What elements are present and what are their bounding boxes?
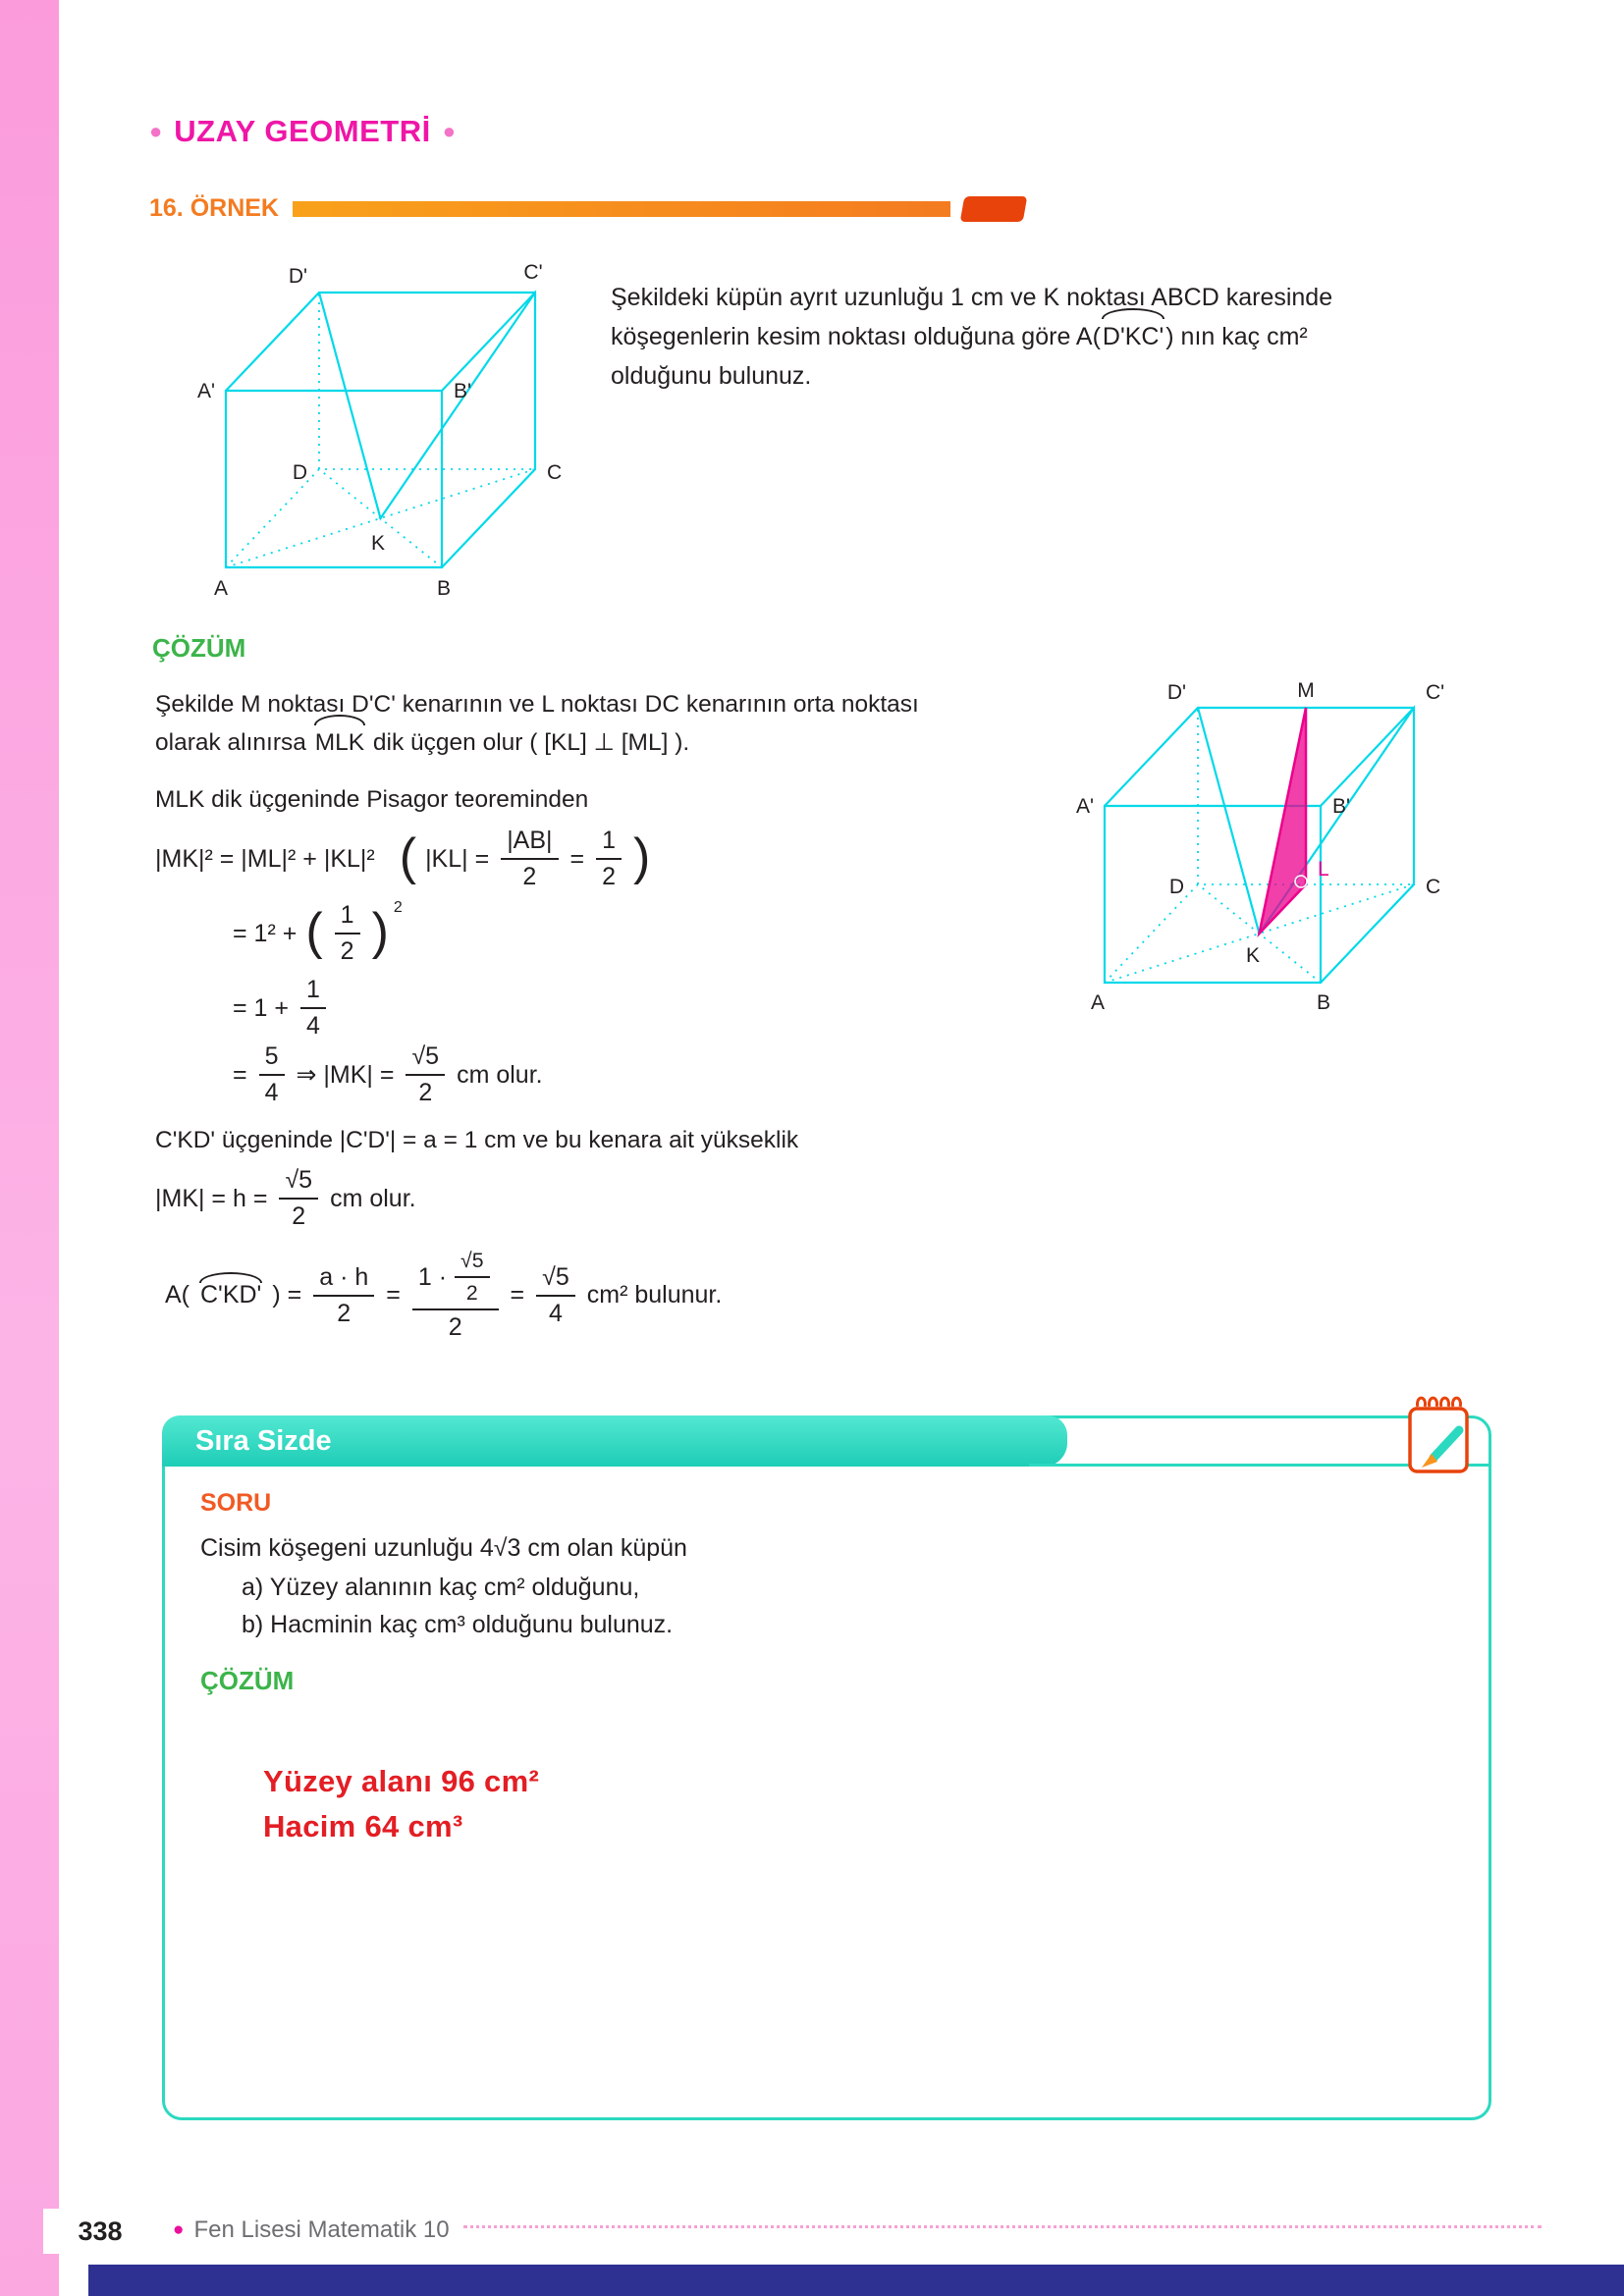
frac-num: |AB| [501, 827, 558, 860]
vertex-label-k: K [1245, 944, 1261, 967]
eq2-pre: = 1² + [233, 919, 298, 947]
vertex-label-d: D [1168, 876, 1184, 898]
problem-line-2-text2: ) nın kaç cm² [1165, 323, 1308, 350]
footer-bullet-icon: ● [173, 2219, 185, 2240]
arc-dkc: D'KC' [1101, 317, 1165, 356]
soru-label: SORU [200, 1489, 272, 1517]
fraction-1-2 [335, 901, 360, 966]
fraction-nested [412, 1249, 499, 1342]
equation-step-4 [233, 1042, 543, 1107]
vertex-label-d-prime: D' [288, 265, 307, 288]
frac-den: 2 [602, 863, 617, 890]
sira-sizde-box [162, 1415, 1491, 2120]
frac-den: 2 [418, 1079, 433, 1106]
eq1-eqsign: = [569, 844, 585, 873]
frac-den: 2 [340, 937, 354, 965]
sira-sizde-title: Sıra Sizde [195, 1424, 332, 1457]
frac-num: √5 [455, 1249, 489, 1278]
sira-question-item-a: a) Yüzey alanının kaç cm² olduğunu, [242, 1574, 640, 1601]
arc-ckd: C'KD' [200, 1281, 262, 1308]
frac-num: √5 [279, 1166, 318, 1200]
example-header [149, 194, 1025, 223]
cube-visible-edges [226, 293, 535, 567]
sira-sizde-header [162, 1415, 1067, 1467]
fraction-1-2 [596, 827, 622, 891]
cube-hidden-edges [226, 293, 535, 567]
nested-numerator [418, 1249, 493, 1306]
page-number-box [43, 2209, 157, 2254]
eq4-mid: ⇒ |MK| = [296, 1061, 395, 1089]
example-rule-bar [293, 201, 950, 217]
vertex-label-d: D [292, 461, 307, 484]
eq1-lhs: |MK|² = |ML|² + |KL|² [155, 844, 375, 873]
frac-den: 4 [549, 1299, 563, 1327]
vertex-label-d-prime: D' [1166, 681, 1186, 704]
area-mid: ) = [272, 1281, 302, 1308]
solution-paragraph-1 [155, 685, 1098, 762]
nested-num-text: 1 · [417, 1262, 448, 1291]
cube-visible-edges [1105, 708, 1414, 983]
eq1-kl: |KL| = [425, 844, 490, 873]
problem-line-3: olduğunu bulunuz. [611, 362, 812, 390]
equation-step-2 [233, 901, 403, 966]
fraction-ab-2 [501, 827, 558, 891]
solution-p1-line2-pre: olarak alınırsa [155, 729, 313, 756]
frac-num: a · h [313, 1263, 374, 1297]
fraction-5-4 [259, 1042, 285, 1107]
vertex-label-c: C [547, 461, 563, 484]
fraction-sqrt5-2 [406, 1042, 445, 1107]
cube-hidden-edges [1105, 708, 1414, 983]
frac-den: 4 [264, 1079, 279, 1106]
eq3-pre: = 1 + [233, 993, 289, 1022]
arc-mlk: MLK [313, 723, 366, 762]
problem-line-2-text: köşegenlerin kesim noktası olduğuna göre A( [611, 323, 1101, 350]
bottom-blue-bar [88, 2265, 1624, 2296]
notebook-body [1410, 1409, 1467, 1471]
vertex-label-a-prime: A' [1075, 795, 1094, 818]
frac-den: 2 [522, 863, 537, 890]
open-paren: ( [305, 902, 323, 960]
eq4-eq: = [233, 1060, 247, 1089]
example-label: 16. ÖRNEK [149, 194, 279, 222]
title-dot-icon: ● [442, 119, 457, 143]
area-pre: A( [165, 1281, 189, 1308]
handwritten-answer-surface-area: Yüzey alanı 96 cm² [263, 1764, 540, 1798]
vertex-label-l: L [1318, 858, 1329, 881]
example-rule-endcap [960, 196, 1028, 222]
notebook-pencil-icon [1396, 1391, 1479, 1481]
equation-pythagoras [155, 827, 650, 891]
frac-num [412, 1249, 499, 1310]
vertex-labels [197, 261, 562, 600]
fraction-sqrt5-4 [536, 1263, 575, 1328]
problem-statement [611, 278, 1426, 396]
vertex-label-c-prime: C' [523, 261, 543, 284]
frac-num: 1 [335, 901, 360, 934]
triangle-mlk [1260, 708, 1307, 934]
sira-question: Cisim köşegeni uzunluğu 4√3 cm olan küpün [200, 1534, 687, 1562]
open-paren: ( [399, 828, 417, 885]
vertex-label-m: M [1297, 679, 1315, 702]
page-edge-strip [0, 0, 59, 2296]
title-dot-icon: ● [149, 119, 163, 143]
example-cube-figure [172, 243, 594, 605]
fraction-ah-2 [313, 1263, 374, 1328]
spiral-binding [1418, 1398, 1461, 1407]
page-title: UZAY GEOMETRİ [174, 114, 431, 148]
frac-num: 1 [596, 827, 622, 860]
vertex-label-a: A [1090, 991, 1106, 1014]
frac-den: 2 [337, 1299, 352, 1327]
vertex-label-b: B [1316, 991, 1331, 1014]
fraction-sqrt5-2 [279, 1166, 318, 1231]
frac-den: 2 [448, 1313, 462, 1341]
frac-den: 4 [306, 1012, 320, 1040]
area-eq1: = [386, 1281, 401, 1308]
equation-step-3 [233, 976, 329, 1041]
close-paren: ) [371, 902, 389, 960]
frac-num: 5 [259, 1042, 285, 1076]
footer-book-title: Fen Lisesi Matematik 10 [193, 2216, 450, 2243]
fraction-1-4 [300, 976, 326, 1041]
solution-p1-line2-post: dik üçgen olur ( [KL] ⊥ [ML] ). [366, 729, 690, 756]
problem-line-1: Şekildeki küpün ayrıt uzunluğu 1 cm ve K noktası ABCD karesinde [611, 284, 1333, 311]
sira-question-item-b: b) Hacminin kaç cm³ olduğunu bulunuz. [242, 1611, 674, 1638]
mk-post: cm olur. [330, 1184, 416, 1212]
exponent: 2 [393, 899, 403, 916]
vertex-label-b-prime: B' [1332, 795, 1351, 818]
page-title-row [149, 114, 456, 149]
frac-num: √5 [406, 1042, 445, 1076]
solution-p1-line1: Şekilde M noktası D'C' kenarının ve L noktası DC kenarının orta noktası [155, 691, 919, 718]
frac-den: 2 [465, 1281, 478, 1305]
vertex-label-a: A [213, 577, 229, 600]
frac-num: 1 [300, 976, 326, 1009]
footer [173, 2216, 1542, 2244]
sira-cozum-label: ÇÖZÜM [200, 1666, 295, 1695]
area-post: cm² bulunur. [586, 1281, 723, 1308]
equation-area [165, 1249, 722, 1342]
vertex-label-c-prime: C' [1426, 681, 1445, 704]
fraction-sqrt5-2 [455, 1249, 489, 1306]
solution-p1-line2 [155, 723, 1098, 762]
solution-cube-figure [1060, 673, 1483, 1029]
page-number: 338 [78, 2216, 123, 2246]
area-eq2: = [510, 1281, 525, 1308]
eq4-post: cm olur. [457, 1060, 543, 1089]
vertex-label-b: B [436, 577, 452, 600]
handwritten-answer-volume: Hacim 64 cm³ [263, 1809, 463, 1843]
footer-dotted-rule [463, 2225, 1542, 2228]
frac-den: 2 [292, 1202, 306, 1230]
equation-height [155, 1166, 416, 1231]
vertex-label-b-prime: B' [454, 380, 472, 402]
problem-line-2 [611, 317, 1426, 356]
solution-ckd-line: C'KD' üçgeninde |C'D'| = a = 1 cm ve bu kenara ait yükseklik [155, 1127, 799, 1153]
solution-heading: ÇÖZÜM [152, 633, 246, 663]
vertex-label-a-prime: A' [196, 380, 215, 402]
vertex-labels [1076, 679, 1444, 1014]
vertex-label-k: K [370, 532, 386, 555]
solution-paragraph-2: MLK dik üçgeninde Pisagor teoreminden [155, 786, 589, 813]
frac-num: √5 [536, 1263, 575, 1297]
vertex-label-c: C [1426, 876, 1441, 898]
mk-pre: |MK| = h = [155, 1184, 268, 1212]
close-paren: ) [633, 828, 651, 885]
